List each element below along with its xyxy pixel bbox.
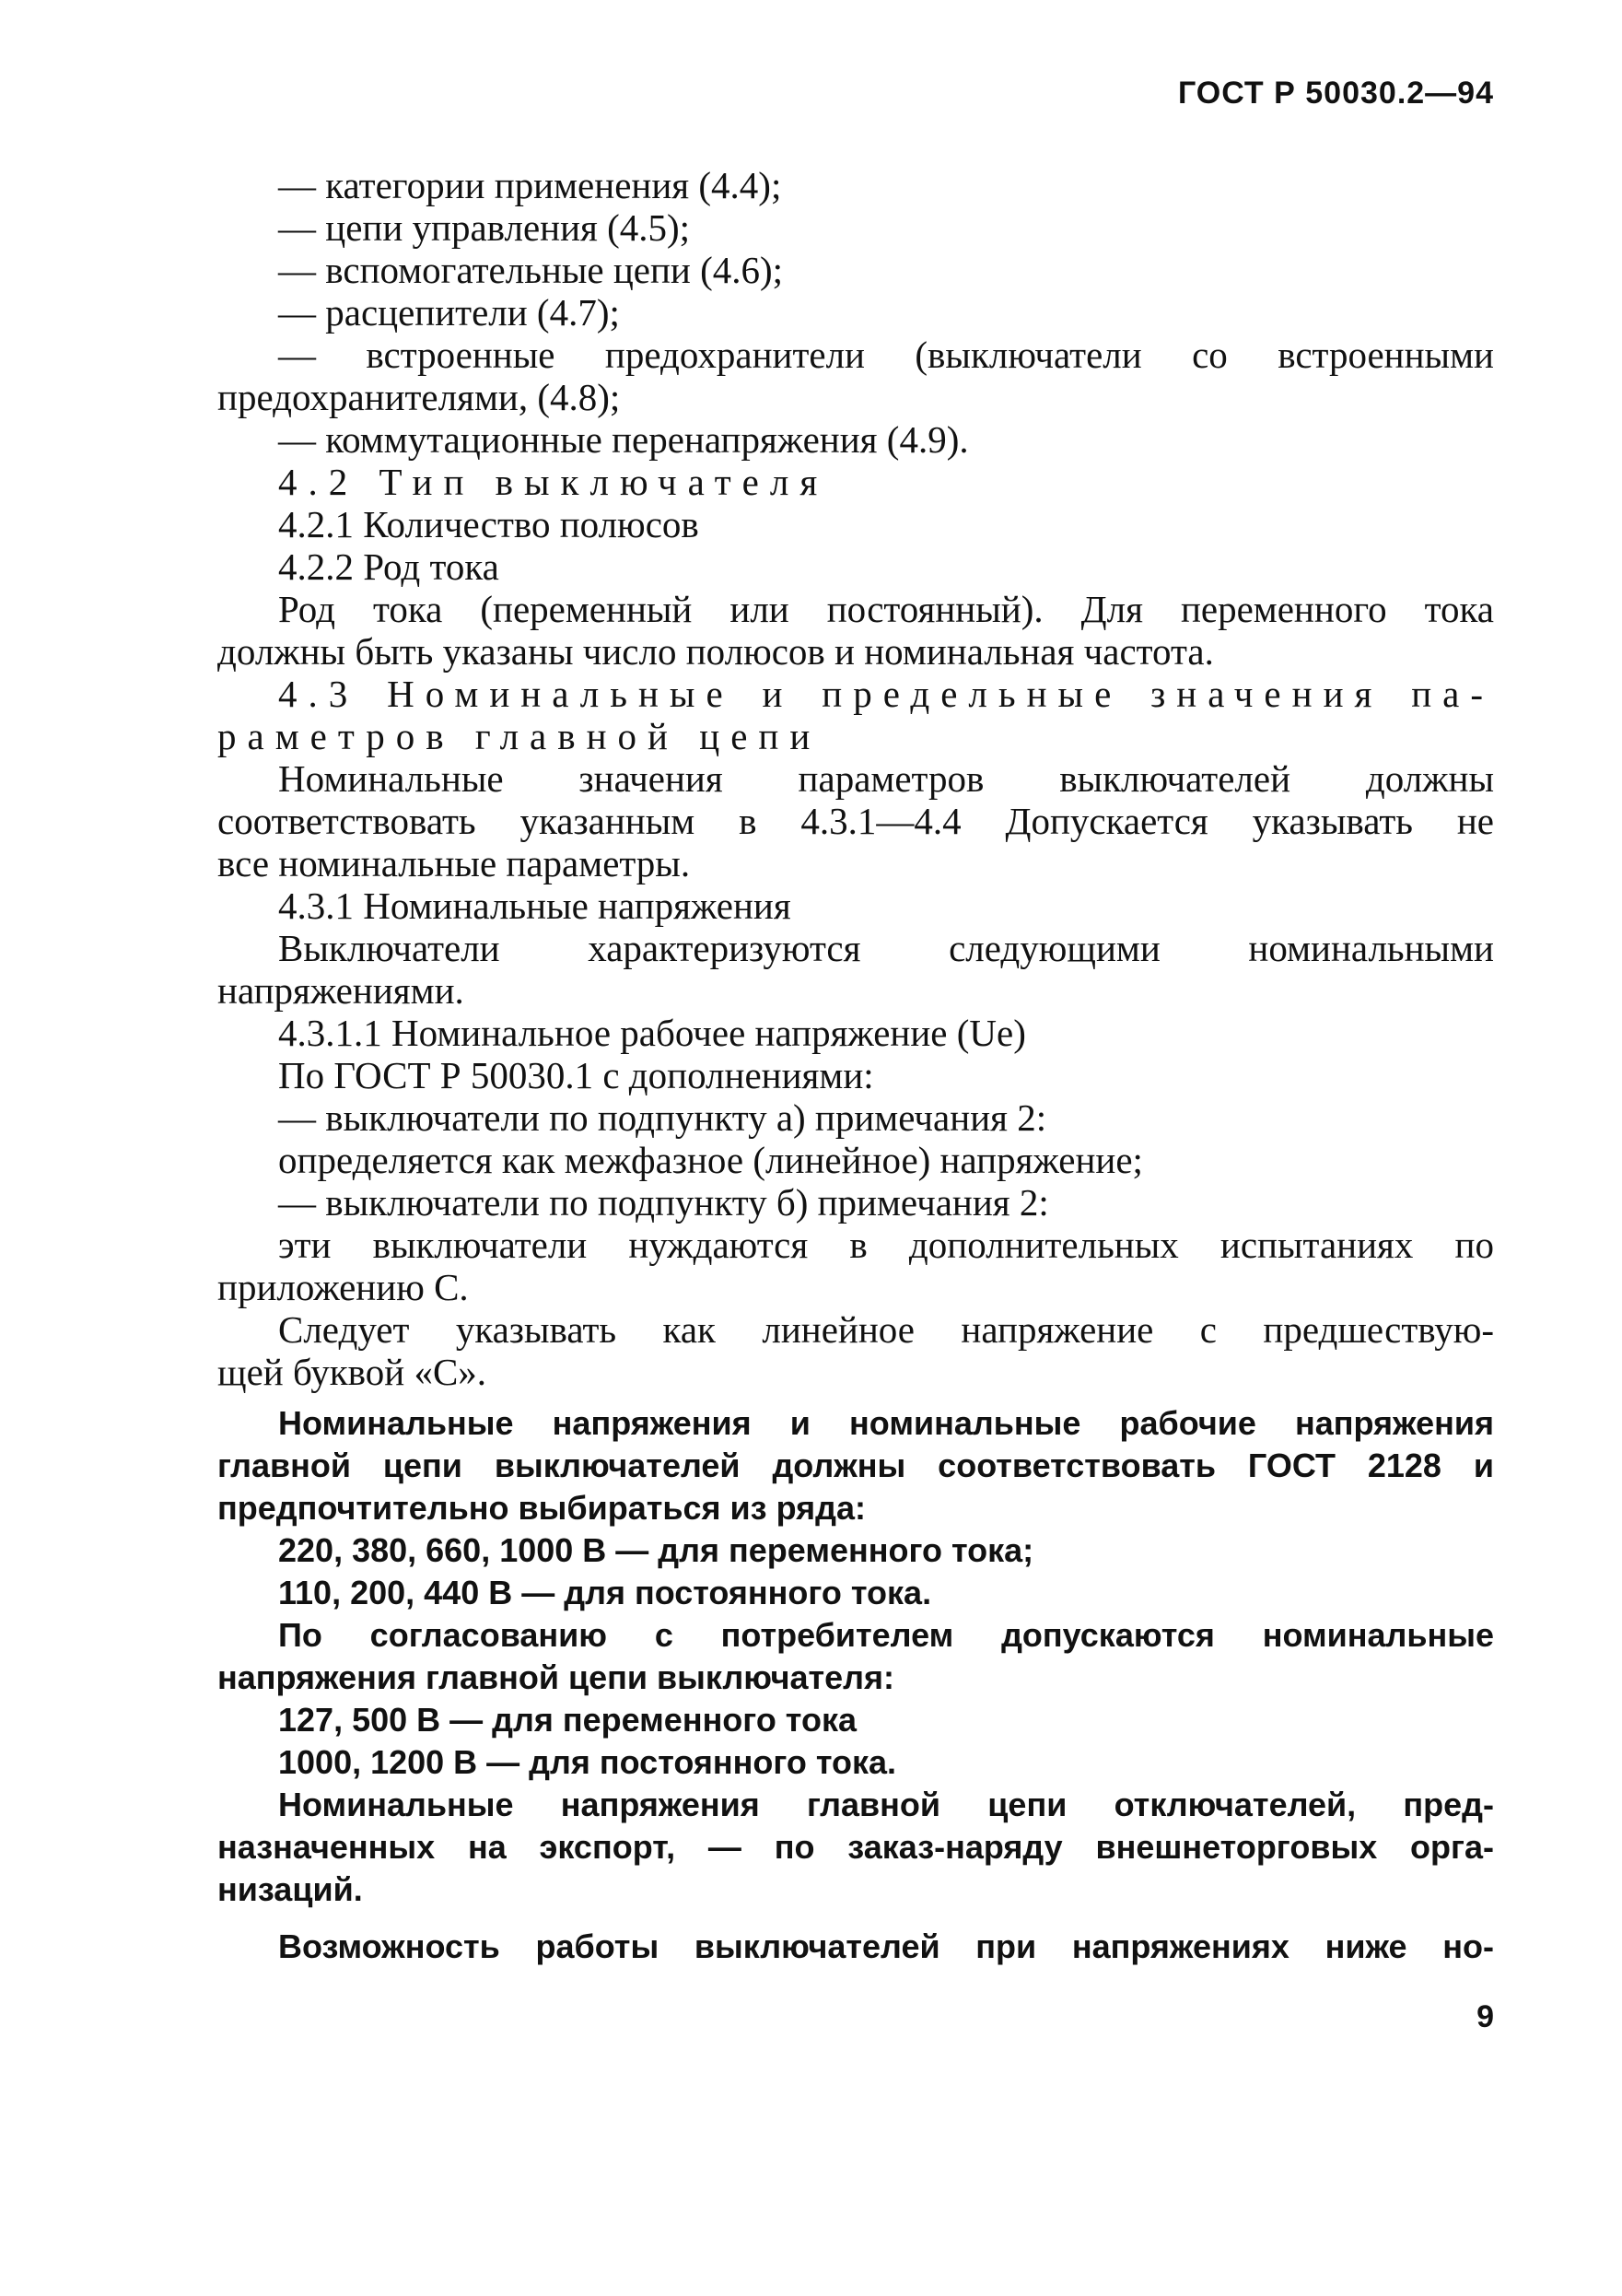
bold-text-line: назначенных на экспорт, — по заказ-наряду внешнеторговых орга- bbox=[217, 1828, 1494, 1866]
text-line: Выключатели характеризуются следующими номинальными bbox=[278, 927, 1494, 969]
bold-text-line: 127, 500 В — для переменного тока bbox=[278, 1701, 857, 1739]
text-line: приложению С. bbox=[217, 1266, 469, 1308]
subsection-heading: 4.3.1.1 Номинальное рабочее напряжение (Uе) bbox=[278, 1012, 1026, 1054]
bold-text-line: 220, 380, 660, 1000 В — для переменного тока; bbox=[278, 1531, 1034, 1569]
text-line: предохранителями, (4.8); bbox=[217, 376, 621, 418]
list-item: — вспомогательные цепи (4.6); bbox=[278, 249, 784, 291]
bold-text-line: Номинальные напряжения и номинальные рабочие напряжения bbox=[278, 1404, 1494, 1442]
paragraph-gap bbox=[217, 1911, 1494, 1926]
list-item: — выключатели по подпункту а) примечания 2: bbox=[278, 1096, 1047, 1139]
text-line: щей буквой «С». bbox=[217, 1351, 487, 1393]
bold-text-line: напряжения главной цепи выключателя: bbox=[217, 1658, 895, 1696]
section-heading: 4.3 Номинальные и предельные значения па- bbox=[278, 673, 1494, 715]
subsection-heading: 4.3.1 Номинальные напряжения bbox=[278, 884, 791, 927]
bold-text-line: главной цепи выключателей должны соответствовать ГОСТ 2128 и bbox=[217, 1447, 1494, 1484]
text-line: определяется как межфазное (линейное) напряжение; bbox=[278, 1139, 1143, 1181]
text-line: напряжениями. bbox=[217, 969, 464, 1012]
list-item: — коммутационные перенапряжения (4.9). bbox=[278, 418, 969, 461]
text-line: Род тока (переменный или постоянный). Для переменного тока bbox=[278, 588, 1494, 630]
text-line: Номинальные значения параметров выключателей должны bbox=[278, 757, 1494, 800]
list-item: — цепи управления (4.5); bbox=[278, 206, 691, 249]
list-item: — категории применения (4.4); bbox=[278, 164, 782, 206]
list-item: — выключатели по подпункту б) примечания 2: bbox=[278, 1181, 1049, 1224]
bold-text-line: 1000, 1200 В — для постоянного тока. bbox=[278, 1743, 897, 1781]
list-item: — встроенные предохранители (выключатели со встроенными bbox=[278, 334, 1494, 376]
subsection-heading: 4.2.2 Род тока bbox=[278, 545, 499, 588]
bold-text-line: низаций. bbox=[217, 1870, 363, 1908]
standard-header: ГОСТ Р 50030.2—94 bbox=[1177, 76, 1494, 111]
text-line: По ГОСТ Р 50030.1 с дополнениями: bbox=[278, 1054, 874, 1096]
subsection-heading: 4.2.1 Количество полюсов bbox=[278, 503, 699, 545]
section-heading: 4.2 Тип выключателя bbox=[278, 461, 829, 503]
bold-text-line: По согласованию с потребителем допускаются номинальные bbox=[278, 1616, 1494, 1654]
paragraph-gap bbox=[217, 1393, 1494, 1402]
bold-text-line: 110, 200, 440 В — для постоянного тока. bbox=[278, 1574, 932, 1611]
section-heading: раметров главной цепи bbox=[217, 715, 822, 757]
bold-text-line: Возможность работы выключателей при напряжениях ниже но- bbox=[278, 1927, 1494, 1965]
text-line: должны быть указаны число полюсов и номинальная частота. bbox=[217, 630, 1214, 673]
bold-text-line: Номинальные напряжения главной цепи отключателей, пред- bbox=[278, 1786, 1494, 1823]
list-item: — расцепители (4.7); bbox=[278, 291, 620, 334]
body-text bbox=[217, 164, 1494, 1968]
text-line: соответствовать указанным в 4.3.1—4.4 Допускается указывать не bbox=[217, 800, 1494, 842]
page-number: 9 bbox=[1476, 1999, 1494, 2034]
bold-text-line: предпочтительно выбираться из ряда: bbox=[217, 1489, 866, 1527]
text-line: Следует указывать как линейное напряжение с предшествую- bbox=[278, 1308, 1494, 1351]
text-line: эти выключатели нуждаются в дополнительных испытаниях по bbox=[278, 1224, 1494, 1266]
text-line: все номинальные параметры. bbox=[217, 842, 691, 884]
